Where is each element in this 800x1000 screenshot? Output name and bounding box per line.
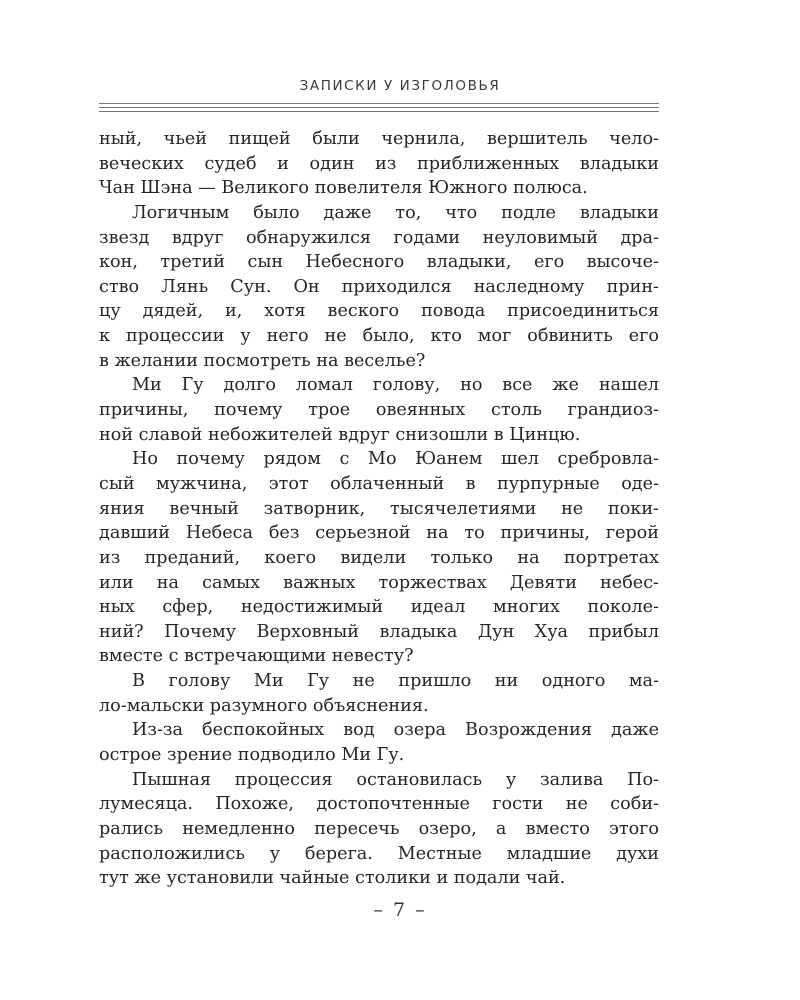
text-line: к процессии у него не было, кто мог обвинить его: [99, 326, 659, 347]
text-line: острое зрение подводило Ми Гу.: [99, 745, 405, 766]
header-rule-middle: [99, 107, 659, 108]
text-line: давший Небеса без серьезной на то причины, герой: [99, 523, 659, 544]
text-line: Чан Шэна — Великого повелителя Южного полюса.: [99, 178, 588, 199]
text-line: ний? Почему Верховный владыка Дун Хуа прибыл: [99, 621, 659, 642]
page-number: – 7 –: [373, 899, 427, 921]
header-rule-bottom: [99, 111, 659, 112]
text-line: ной славой небожителей вдруг снизошли в Цинцю.: [99, 424, 581, 445]
page-body: [99, 127, 659, 891]
text-line: лумесяца. Похоже, достопочтенные гости не соби-: [99, 794, 659, 815]
text-line: или на самых важных торжествах Девяти небес-: [99, 572, 659, 593]
text-line: рались немедленно пересечь озеро, а вместо этого: [99, 818, 659, 839]
running-header: ЗАПИСКИ У ИЗГОЛОВЬЯ: [299, 78, 501, 94]
text-line: вместе с встречающими невесту?: [99, 646, 414, 667]
text-line: ных сфер, недостижимый идеал многих поколе-: [99, 597, 659, 618]
text-line: Логичным было даже то, что подле владыки: [132, 202, 659, 223]
text-line: ло-мальски разумного объяснения.: [99, 695, 429, 716]
text-line: ный, чьей пищей были чернила, вершитель чело-: [99, 129, 659, 149]
text-line: веческих судеб и один из приближенных владыки: [99, 153, 659, 174]
text-line: Из-за беспокойных вод озера Возрождения даже: [132, 720, 659, 741]
text-line: расположились у берега. Местные младшие духи: [99, 843, 659, 864]
text-line: яния вечный затворник, тысячелетиями не поки-: [99, 498, 659, 519]
text-line: кон, третий сын Небесного владыки, его высоче-: [99, 252, 659, 273]
text-line: Но почему рядом с Мо Юанем шел сребровла-: [132, 449, 659, 470]
text-line: причины, почему трое овеянных столь грандиоз-: [99, 400, 659, 421]
text-line: Пышная процессия остановилась у залива По-: [132, 769, 659, 790]
text-line: в желании посмотреть на веселье?: [99, 350, 426, 371]
text-line: тут же установили чайные столики и подали чай.: [99, 868, 566, 889]
text-line: сый мужчина, этот облаченный в пурпурные оде-: [99, 473, 659, 494]
text-line: из преданий, коего видели только на портретах: [99, 547, 659, 568]
header-rule-top: [99, 103, 659, 104]
text-line: звезд вдруг обнаружился годами неуловимый дра-: [99, 227, 659, 248]
text-line: В голову Ми Гу не пришло ни одного ма-: [132, 671, 659, 692]
text-line: Ми Гу долго ломал голову, но все же нашел: [132, 375, 659, 396]
text-line: цу дядей, и, хотя веского повода присоединиться: [99, 301, 659, 322]
text-line: ство Лянь Сун. Он приходился наследному прин-: [99, 276, 659, 297]
